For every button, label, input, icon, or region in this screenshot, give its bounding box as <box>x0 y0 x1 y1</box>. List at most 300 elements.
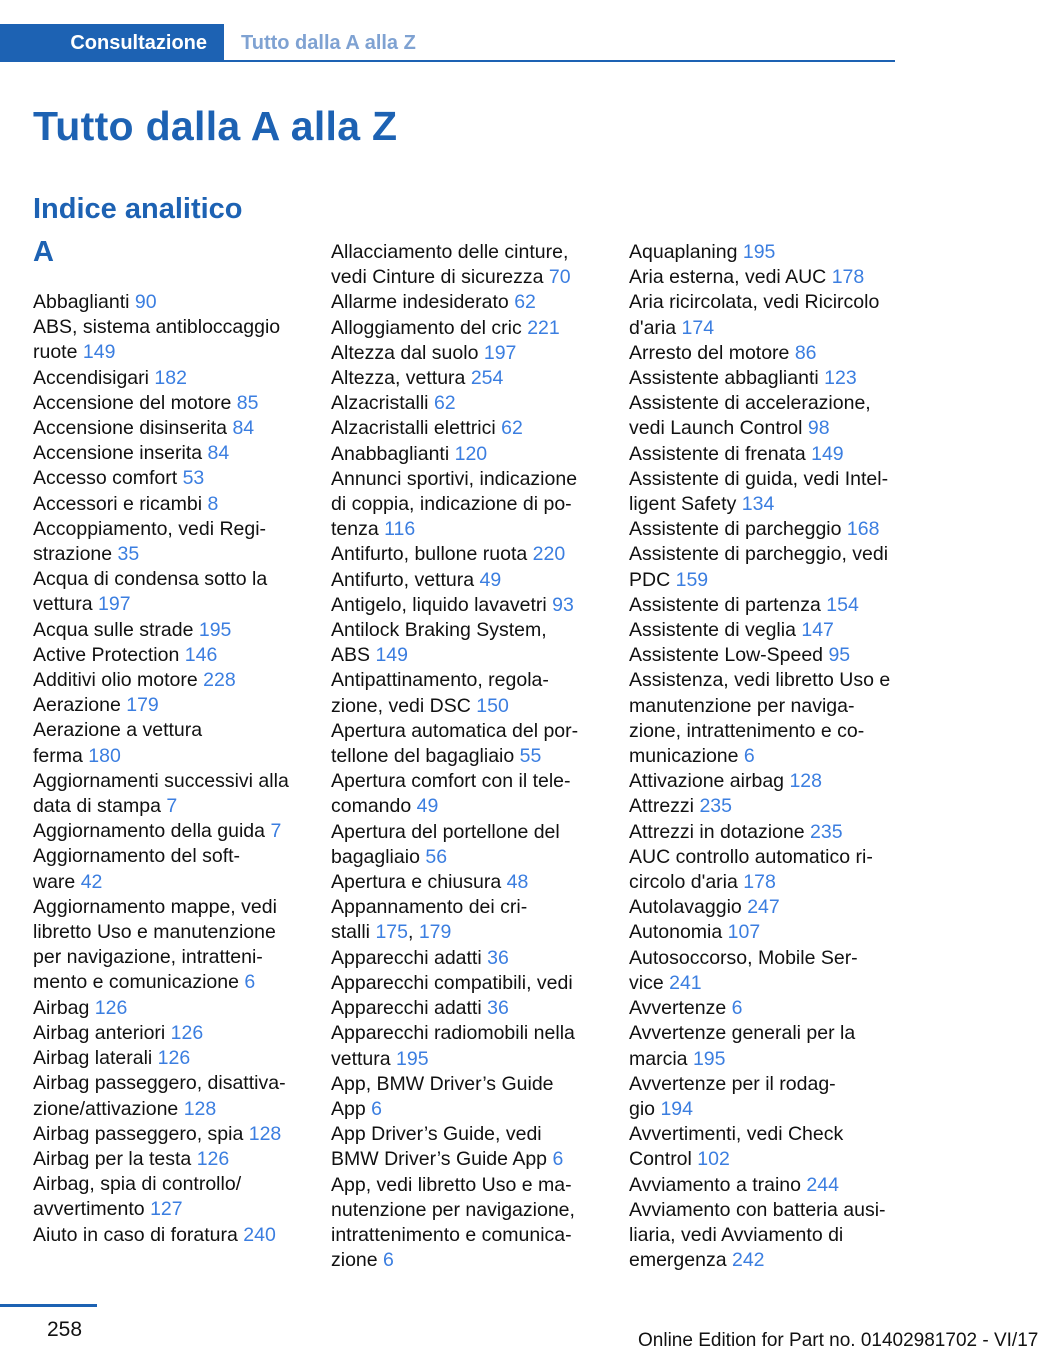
index-entry-line <box>629 794 904 819</box>
index-entry-line <box>629 341 904 366</box>
page-reference-link[interactable]: 247 <box>747 896 780 919</box>
index-entry-line <box>629 416 904 441</box>
index-entry-line <box>33 1046 303 1071</box>
index-entry <box>629 1072 904 1122</box>
index-entry-line <box>629 1047 904 1072</box>
index-entry <box>331 542 601 567</box>
index-entry-text: Arresto del motore <box>629 341 790 364</box>
index-entry <box>33 290 303 315</box>
index-entry-text: zione, vedi DSC <box>331 694 471 717</box>
index-entry-line <box>33 945 303 970</box>
index-entry-line <box>331 316 601 341</box>
index-entry-text: Airbag per la testa <box>33 1147 192 1170</box>
index-entry-line <box>629 820 904 845</box>
index-entry <box>33 1122 303 1147</box>
index-entry-text: vettura <box>33 593 93 616</box>
index-entry <box>331 1021 601 1071</box>
index-entry-line <box>331 1021 601 1046</box>
page-reference-link[interactable]: 102 <box>697 1148 730 1171</box>
index-entry-line <box>33 718 303 743</box>
index-entry-text: App, vedi libretto Uso e ma- <box>331 1173 572 1196</box>
index-entry-text: Acqua di condensa sotto la <box>33 568 268 591</box>
index-entry-text: zione <box>331 1249 378 1272</box>
index-entry <box>331 416 601 441</box>
page-reference-link[interactable]: 126 <box>170 1021 204 1044</box>
index-entry-text: Apparecchi compatibili, vedi <box>331 971 573 994</box>
index-entry-line <box>33 366 303 391</box>
index-entry-line <box>629 265 904 290</box>
index-entry-line <box>331 643 601 668</box>
index-entry-line <box>33 895 303 920</box>
index-entry-line <box>33 492 303 517</box>
index-entry-line <box>331 845 601 870</box>
page-reference-link[interactable]: 123 <box>824 367 857 390</box>
index-entry-line: stalli 175, 179 <box>331 921 452 944</box>
index-entry-text: libretto Uso e manutenzione <box>33 921 276 944</box>
page-reference-link[interactable]: 48 <box>506 871 529 894</box>
index-entry-text: Attivazione airbag <box>629 770 785 793</box>
index-entry-line <box>33 769 303 794</box>
index-entry-line <box>629 971 904 996</box>
index-entry-line <box>33 668 303 693</box>
index-entry <box>331 1122 601 1172</box>
index-entry <box>629 391 904 441</box>
index-entry-line <box>33 1122 303 1147</box>
index-entry-text: Airbag passeggero, disattiva- <box>33 1072 286 1095</box>
index-entry-line <box>629 240 904 265</box>
index-entry-line <box>33 416 303 441</box>
index-entry-line <box>629 870 904 895</box>
page-reference-link[interactable]: 128 <box>248 1122 282 1145</box>
index-entry <box>33 1021 303 1046</box>
index-entry-line <box>331 1173 601 1198</box>
page-reference-link[interactable]: 240 <box>243 1223 276 1246</box>
index-entry-text: Aggiornamento della guida <box>33 820 266 843</box>
page-reference-link[interactable]: 35 <box>117 543 140 566</box>
index-entry-line <box>629 1097 904 1122</box>
index-entry-text: Assistenza, vedi libretto Uso e <box>629 669 891 692</box>
index-entry-line <box>331 391 601 416</box>
index-entry <box>33 1172 303 1222</box>
index-entry-line <box>331 290 601 315</box>
index-entry-line <box>33 870 303 895</box>
index-entry-text: ABS, sistema antibloccaggio <box>33 316 281 339</box>
index-entry-text: Alloggiamento del cric <box>331 316 522 339</box>
page-reference-link[interactable]: 84 <box>207 442 230 465</box>
header-section-tab[interactable]: Consultazione <box>0 24 224 62</box>
index-letter-heading: A <box>33 236 54 268</box>
page-reference-link[interactable]: 149 <box>82 341 116 364</box>
index-entry <box>331 618 601 668</box>
index-entry-line <box>331 1097 601 1122</box>
index-entry-line <box>33 844 303 869</box>
footer-rule <box>0 1304 97 1307</box>
page-reference-link[interactable]: 180 <box>88 744 121 767</box>
page-reference-link[interactable]: 128 <box>183 1097 217 1120</box>
index-entry-line <box>629 593 904 618</box>
page-reference-link[interactable]: 149 <box>375 644 408 667</box>
page-reference-link[interactable]: 179 <box>418 921 452 944</box>
index-entry-line <box>331 719 601 744</box>
index-entry-text: Accesso comfort <box>33 467 178 490</box>
page-reference-link[interactable]: 56 <box>425 845 448 868</box>
index-entry-text: stalli <box>331 921 371 944</box>
index-entry-text: Apertura del portellone del <box>331 820 560 843</box>
index-entry-text: Aria esterna, vedi AUC <box>629 266 827 289</box>
index-entry-text: Accessori e ricambi <box>33 492 203 515</box>
index-entry-text: vedi Cinture di sicurezza <box>331 266 544 289</box>
index-entry-line <box>331 971 601 996</box>
index-entry-line <box>629 1072 904 1097</box>
index-entry <box>33 466 303 491</box>
index-entry-line <box>33 466 303 491</box>
index-entry-line <box>331 618 601 643</box>
index-entry-line <box>331 895 601 920</box>
index-entry-line <box>331 744 601 769</box>
index-entry <box>331 593 601 618</box>
index-entry-line <box>331 1147 601 1172</box>
index-entry-line <box>33 517 303 542</box>
page-reference-link[interactable]: 7 <box>270 820 282 843</box>
page-reference-link[interactable]: 126 <box>196 1147 230 1170</box>
index-entry-text: Avvertenze generali per la <box>629 1022 856 1045</box>
index-entry-line <box>331 467 601 492</box>
index-entry-line <box>629 366 904 391</box>
page-reference-link[interactable]: 178 <box>743 871 776 894</box>
index-entry-line <box>331 996 601 1021</box>
page-reference-link[interactable]: 42 <box>80 870 103 893</box>
index-entry-line <box>331 1072 601 1097</box>
index-entry-text: Assistente di parcheggio, vedi <box>629 543 889 566</box>
index-entry-line <box>331 1223 601 1248</box>
index-entry-text: vettura <box>331 1047 391 1070</box>
index-entry-line <box>629 996 904 1021</box>
index-entry <box>331 290 601 315</box>
index-entry <box>629 820 904 845</box>
index-entry-text: ware <box>33 870 76 893</box>
index-entry <box>33 416 303 441</box>
index-entry-line <box>629 391 904 416</box>
index-entry-text: Accensione inserita <box>33 442 203 465</box>
index-entry-line <box>33 1197 303 1222</box>
index-entry-text: Altezza, vettura <box>331 367 466 390</box>
index-entry-text: Avvertenze <box>629 997 727 1020</box>
page-reference-link[interactable]: 147 <box>801 619 834 642</box>
page-reference-link[interactable]: 197 <box>98 593 131 616</box>
index-entry-text: avvertimento <box>33 1198 145 1221</box>
page-reference-link[interactable]: 6 <box>244 971 256 994</box>
page-reference-link[interactable]: 254 <box>470 367 504 390</box>
index-entry <box>629 668 904 769</box>
index-entry-text: Airbag <box>33 996 90 1019</box>
index-entry-text: Assistente di partenza <box>629 593 821 616</box>
index-entry-text: Autolavaggio <box>629 896 742 919</box>
page-reference-link[interactable]: 179 <box>126 694 159 717</box>
index-entry-text: vedi Launch Control <box>629 417 803 440</box>
index-entry-line <box>33 996 303 1021</box>
index-entry <box>331 391 601 416</box>
index-entry-line <box>33 391 303 416</box>
index-entry-text: gio <box>629 1097 656 1120</box>
index-entry <box>33 718 303 768</box>
index-entry-text: Antigelo, liquido lavavetri <box>331 593 547 616</box>
index-entry <box>629 946 904 996</box>
page-reference-link[interactable]: 86 <box>794 341 817 364</box>
page-reference-link[interactable]: 98 <box>807 417 830 440</box>
index-entry-line <box>33 693 303 718</box>
index-entry-line <box>331 946 601 971</box>
page-reference-link[interactable]: 175 <box>375 921 408 944</box>
index-entry-line <box>331 1198 601 1223</box>
index-entry <box>33 693 303 718</box>
page-reference-link[interactable]: 116 <box>384 518 416 541</box>
page-reference-link[interactable]: 228 <box>203 669 236 692</box>
page-number: 258 <box>47 1318 83 1341</box>
page-reference-link[interactable]: 235 <box>699 795 732 818</box>
page-reference-link[interactable]: 195 <box>692 1047 726 1070</box>
index-entry <box>33 1046 303 1071</box>
page-reference-link[interactable]: 134 <box>741 493 775 516</box>
index-entry-line <box>331 820 601 845</box>
index-entry <box>33 441 303 466</box>
edition-note: Online Edition for Part no. 01402981702 - VI/17 <box>638 1330 1038 1351</box>
index-entry-text: Aria ricircolata, vedi Ricircolo <box>629 291 880 314</box>
index-entry-text: municazione <box>629 745 739 768</box>
page-reference-link[interactable]: 36 <box>487 946 509 969</box>
page-reference-link[interactable]: 244 <box>806 1173 839 1196</box>
page-reference-link[interactable]: 197 <box>483 341 517 364</box>
page-reference-link[interactable]: 146 <box>184 643 218 666</box>
index-entry-text: Accoppiamento, vedi Regi- <box>33 517 267 540</box>
index-entry-text: Aggiornamenti successivi alla <box>33 769 289 792</box>
index-entry <box>331 719 601 769</box>
index-entry-text: App, BMW Driver’s Guide <box>331 1072 554 1095</box>
index-entry <box>33 996 303 1021</box>
index-entry-line <box>629 744 904 769</box>
index-entry-text: Accensione del motore <box>33 391 232 414</box>
index-entry <box>331 769 601 819</box>
page-reference-link[interactable]: 49 <box>416 795 439 818</box>
index-entry-text: Assistente abbaglianti <box>629 367 819 390</box>
page-reference-link[interactable]: 6 <box>743 745 755 768</box>
page-title: Tutto dalla A alla Z <box>33 103 398 149</box>
page-reference-link[interactable]: 168 <box>846 518 880 541</box>
index-entry-line <box>33 441 303 466</box>
index-entry-line <box>629 1248 904 1273</box>
page-reference-link[interactable]: 6 <box>731 997 743 1020</box>
index-entry <box>33 315 303 365</box>
index-entry-line <box>629 719 904 744</box>
page-reference-link[interactable]: 53 <box>182 467 205 490</box>
page-reference-link[interactable]: 6 <box>552 1148 564 1171</box>
index-entry <box>33 895 303 996</box>
index-entry <box>331 946 601 971</box>
page-reference-link[interactable]: 107 <box>727 921 761 944</box>
page-reference-link[interactable]: 195 <box>396 1047 429 1070</box>
index-entry-text: Assistente di frenata <box>629 442 806 465</box>
index-entry-line <box>629 668 904 693</box>
index-entry <box>629 442 904 467</box>
index-entry-line <box>33 1097 303 1122</box>
page-reference-link[interactable]: 70 <box>548 266 571 289</box>
index-entry-line <box>629 542 904 567</box>
index-entry-line <box>33 1147 303 1172</box>
index-entry <box>629 618 904 643</box>
index-entry <box>33 492 303 517</box>
index-entry-line <box>331 794 601 819</box>
breadcrumb[interactable]: Tutto dalla A alla Z <box>241 32 416 54</box>
page-reference-link[interactable]: 62 <box>433 392 456 415</box>
index-entry-line <box>331 1248 601 1273</box>
index-entry <box>331 971 601 1021</box>
page-reference-link[interactable]: 84 <box>232 417 255 440</box>
page-reference-link[interactable]: 120 <box>454 442 488 465</box>
index-entry-line <box>629 895 904 920</box>
page-reference-link[interactable]: 90 <box>134 291 157 313</box>
index-entry-line <box>629 1198 904 1223</box>
page-reference-link[interactable]: 182 <box>154 366 187 389</box>
page-reference-link[interactable]: 6 <box>383 1249 394 1272</box>
index-entry-line <box>629 467 904 492</box>
index-entry-line <box>331 694 601 719</box>
index-entry-line <box>331 542 601 567</box>
index-entry-text: Aggiornamento del soft- <box>33 845 241 868</box>
page-reference-link[interactable]: 126 <box>94 996 128 1019</box>
index-entry-line <box>33 1223 303 1248</box>
page-reference-link[interactable]: 7 <box>166 795 178 818</box>
index-entry <box>33 1147 303 1172</box>
index-entry <box>33 1071 303 1121</box>
index-entry <box>331 316 601 341</box>
index-entry <box>331 870 601 895</box>
index-entry-text: Active Protection <box>33 643 180 666</box>
index-entry-text: Assistente di parcheggio <box>629 518 842 541</box>
index-entry-line <box>331 341 601 366</box>
index-entry-text: d'aria <box>629 316 677 339</box>
index-entry-text: Additivi olio motore <box>33 669 198 692</box>
page-reference-link[interactable]: 194 <box>660 1097 693 1120</box>
index-entry-text: Airbag laterali <box>33 1047 153 1070</box>
page-reference-link[interactable]: 159 <box>675 568 709 591</box>
page-reference-link[interactable]: 149 <box>811 442 844 465</box>
index-entry <box>629 920 904 945</box>
index-entry-text: ABS <box>331 644 371 667</box>
page-reference-link[interactable]: 241 <box>669 971 702 994</box>
index-entry-text: Airbag passeggero, spia <box>33 1122 244 1145</box>
index-entry-line <box>33 567 303 592</box>
page-reference-link[interactable]: 62 <box>501 417 523 440</box>
index-entry <box>629 240 904 265</box>
index-column-2 <box>331 240 601 1273</box>
index-entry-text: Accensione disinserita <box>33 417 228 440</box>
index-column-1 <box>33 290 303 1248</box>
index-entry-line <box>33 315 303 340</box>
index-entry-line <box>629 1122 904 1147</box>
page-reference-link[interactable]: 95 <box>828 644 851 667</box>
index-entry-text: Apparecchi adatti <box>331 946 482 969</box>
index-entry-line <box>33 744 303 769</box>
index-entry <box>629 341 904 366</box>
index-entry-text: Allacciamento delle cinture, <box>331 241 569 263</box>
index-entry <box>331 895 601 945</box>
page-reference-link[interactable]: 235 <box>810 820 843 843</box>
index-entry-text: tenza <box>331 518 379 541</box>
index-entry-text: Control <box>629 1148 692 1171</box>
index-entry <box>629 1198 904 1274</box>
page-reference-link[interactable]: 150 <box>476 694 509 717</box>
index-entry <box>33 769 303 819</box>
index-entry <box>33 391 303 416</box>
page-reference-link[interactable]: 221 <box>527 316 560 339</box>
index-entry-line <box>629 290 904 315</box>
index-entry <box>33 819 303 844</box>
page-reference-link[interactable]: 195 <box>742 241 776 263</box>
index-entry-line <box>629 316 904 341</box>
index-entry-text: App <box>331 1097 366 1120</box>
index-entry-text: Antipattinamento, regola- <box>331 669 549 692</box>
index-entry-line <box>331 416 601 441</box>
index-entry-text: zione/attivazione <box>33 1097 179 1120</box>
page-reference-link[interactable]: 36 <box>487 997 509 1020</box>
page-reference-link[interactable]: 8 <box>207 492 219 515</box>
index-entry-text: tellone del bagagliaio <box>331 745 515 768</box>
index-entry <box>629 290 904 340</box>
page-reference-link[interactable]: 62 <box>514 291 536 314</box>
page-reference-link[interactable]: 55 <box>519 745 542 768</box>
index-entry-line <box>629 920 904 945</box>
page-reference-link[interactable]: 93 <box>552 593 574 616</box>
index-entry-line <box>331 769 601 794</box>
index-entry-text: Assistente di guida, vedi Intel- <box>629 467 889 490</box>
index-entry-text: Autonomia <box>629 921 723 944</box>
index-entry <box>629 265 904 290</box>
index-entry-text: Aiuto in caso di foratura <box>33 1223 238 1246</box>
page-reference-link[interactable]: 154 <box>826 593 859 616</box>
page-reference-link[interactable]: 242 <box>731 1249 765 1272</box>
index-entry-text: data di stampa <box>33 795 161 818</box>
index-entry-text: comando <box>331 795 412 818</box>
index-entry-text: Alzacristalli elettrici <box>331 417 496 440</box>
index-entry-text: ligent Safety <box>629 493 737 516</box>
index-entry <box>629 643 904 668</box>
page-reference-link[interactable]: 85 <box>236 391 259 414</box>
page-reference-link[interactable]: 174 <box>681 316 715 339</box>
index-entry-text: Allarme indesiderato <box>331 291 509 314</box>
index-entry-text: Appannamento dei cri- <box>331 896 528 919</box>
index-entry-text: manutenzione per naviga- <box>629 694 855 717</box>
page-reference-link[interactable]: 220 <box>532 543 566 566</box>
page-reference-link[interactable]: 49 <box>479 568 502 591</box>
index-entry <box>629 467 904 517</box>
page-reference-link[interactable]: 6 <box>371 1097 382 1120</box>
index-entry-line <box>629 643 904 668</box>
index-entry <box>33 366 303 391</box>
index-entry-line <box>629 769 904 794</box>
index-entry <box>33 517 303 567</box>
page-reference-link[interactable]: 178 <box>831 266 865 289</box>
index-entry <box>33 844 303 894</box>
page-reference-link[interactable]: 195 <box>198 618 232 641</box>
page-reference-link[interactable]: 127 <box>150 1198 183 1221</box>
page-reference-link[interactable]: 126 <box>157 1047 191 1070</box>
index-entry-line <box>331 492 601 517</box>
index-entry-text: strazione <box>33 543 113 566</box>
index-entry-line <box>33 542 303 567</box>
index-entry-line <box>629 442 904 467</box>
index-entry-text: Attrezzi <box>629 795 695 818</box>
page-reference-link[interactable]: 128 <box>789 770 822 793</box>
index-entry-text: Avviamento a traino <box>629 1173 801 1196</box>
